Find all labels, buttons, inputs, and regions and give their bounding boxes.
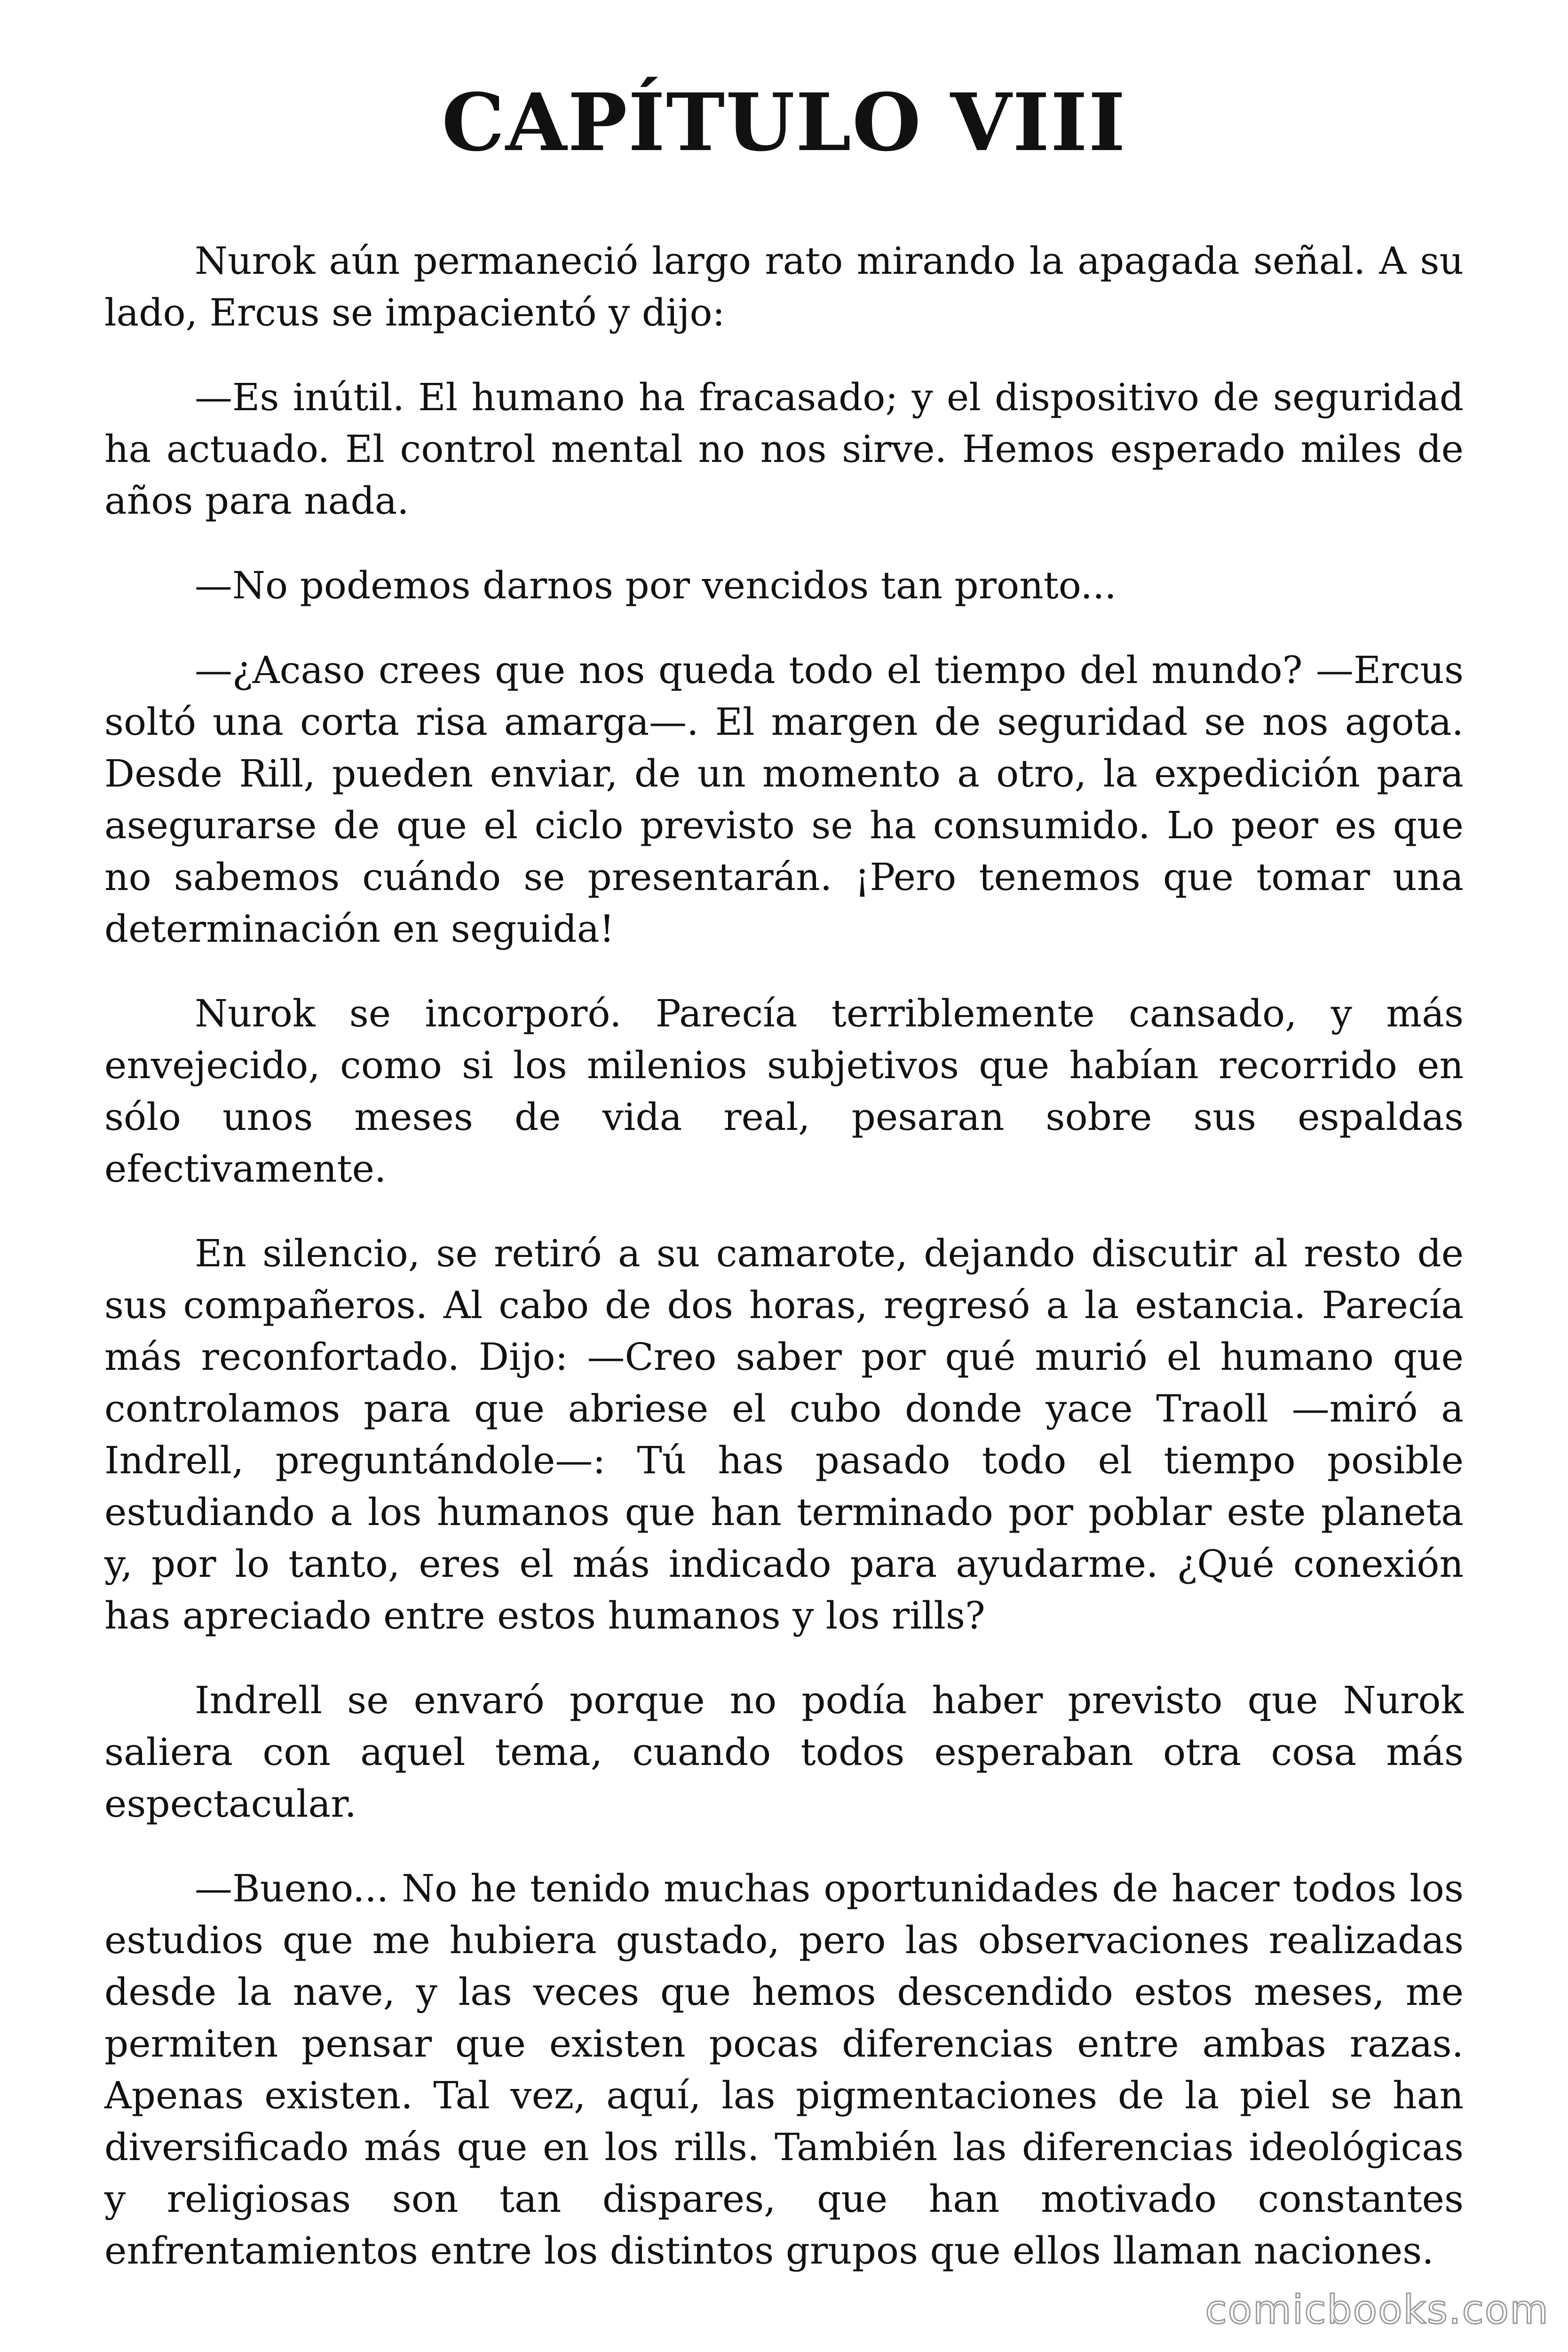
paragraph: Nurok se incorporó. Parecía terriblemente cansado, y más envejecido, como si los milenios subjetivos que habían recorrido en sólo unos meses de vida real, pesaran sobre sus espaldas efectivamente. [104, 992, 1464, 1191]
paragraph: Nurok aún permaneció largo rato mirando la apagada señal. A su lado, Ercus se impacientó y dijo: [104, 239, 1464, 334]
paragraph: —Es inútil. El humano ha fracasado; y el dispositivo de seguridad ha actuado. El control mental no nos sirve. Hemos esperado miles de años para nada. [104, 375, 1464, 523]
paragraph: —No podemos darnos por vencidos tan pronto... [195, 564, 1117, 607]
chapter-title: CAPÍTULO VIII [442, 76, 1126, 169]
paragraph: —¿Acaso crees que nos queda todo el tiempo del mundo? —Ercus soltó una corta risa amarga—. El margen de seguridad se nos agota. Desde Rill, pueden enviar, de un momento a otro, la expedición para asegurarse de que el ciclo previsto se ha consumido. Lo peor es que no sabemos cuándo se presentarán. ¡Pero tenemos que tomar una determinación en seguida! [104, 648, 1464, 951]
chapter-body [104, 235, 1464, 2310]
paragraph: En silencio, se retiró a su camarote, dejando discutir al resto de sus compañeros. Al cabo de dos horas, regresó a la estancia. Parecía más reconfortado. Dijo: —Creo saber por qué murió el humano que controlamos para que abriese el cubo donde yace Traoll —miró a Indrell, preguntándole—: Tú has pasado todo el tiempo posible estudiando a los humanos que han terminado por poblar este planeta y, por lo tanto, eres el más indicado para ayudarme. ¿Qué conexión has apreciado entre estos humanos y los rills? [104, 1232, 1464, 1637]
paragraph: —Bueno... No he tenido muchas oportunidades de hacer todos los estudios que me hubiera gustado, pero las observaciones realizadas desde la nave, y las veces que hemos descendido estos meses, me permiten pensar que existen pocas diferencias entre ambas razas. Apenas existen. Tal vez, aquí, las pigmentaciones de la piel se han diversificado más que en los rills. También las diferencias ideológicas y religiosas son tan dispares, que han motivado constantes enfrentamientos entre los distintos grupos que ellos llaman naciones. [104, 1867, 1464, 2273]
watermark-logo: comicbooks.com [1205, 2287, 1549, 2333]
paragraph: Indrell se envaró porque no podía haber previsto que Nurok saliera con aquel tema, cuando todos esperaban otra cosa más espectacular. [104, 1678, 1464, 1826]
